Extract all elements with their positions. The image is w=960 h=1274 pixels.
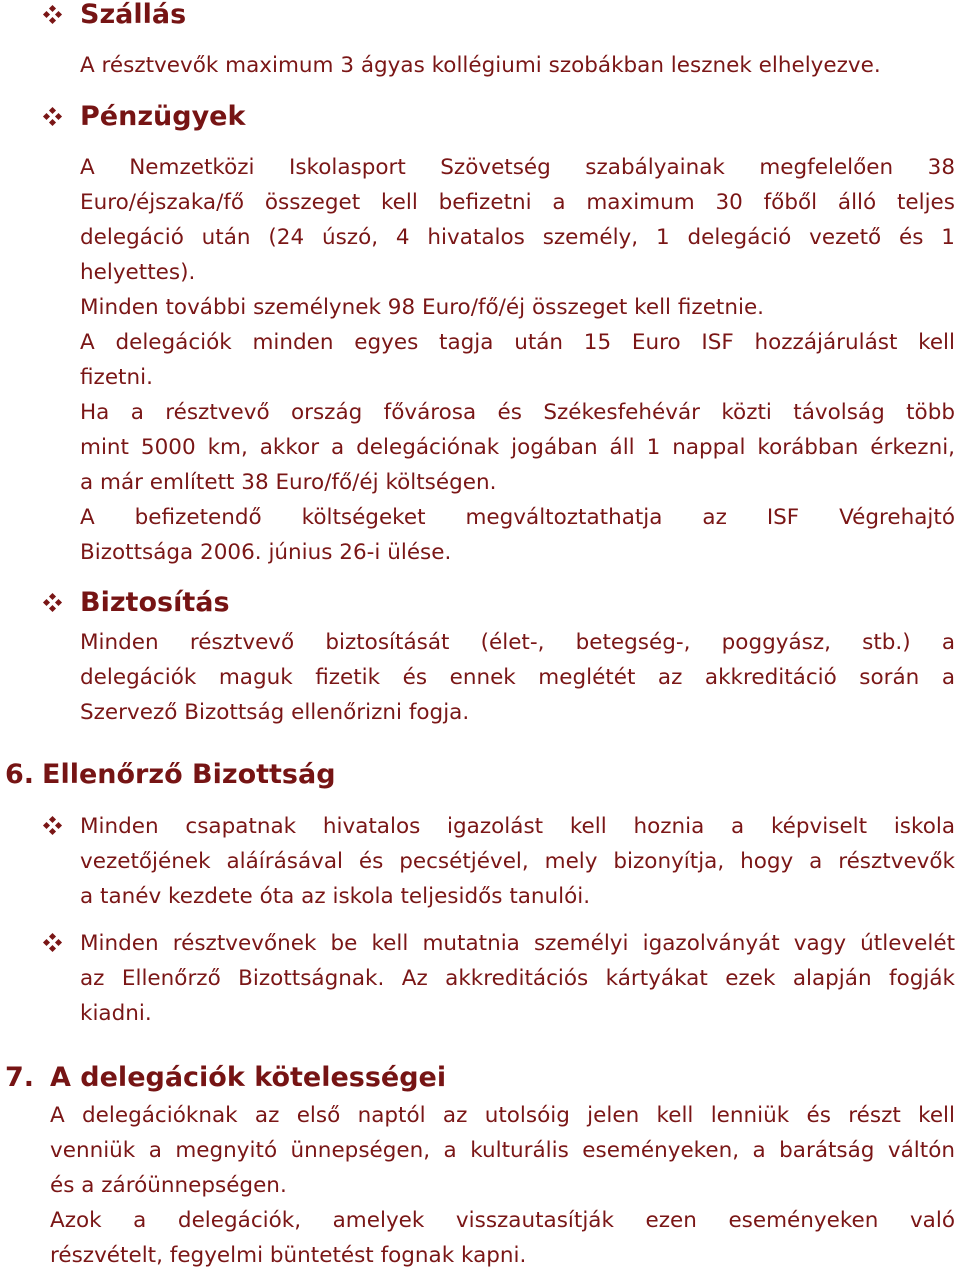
body-text-line: delegáció után (24 úszó, 4 hivatalos személy, 1 delegáció vezető és 1 xyxy=(80,225,955,250)
section-heading: Biztosítás xyxy=(80,587,230,618)
body-text-line: A delegációknak az első naptól az utolsóig jelen kell lenniük és részt kell xyxy=(50,1103,955,1128)
body-text-line: Minden résztvevő biztosítását (élet-, betegség-, poggyász, stb.) a xyxy=(80,630,955,655)
body-text-line: vezetőjének aláírásával és pecsétjével, mely bizonyítja, hogy a résztvevők xyxy=(80,849,955,874)
section-number: 7. xyxy=(5,1062,35,1093)
body-text-line: Euro/éjszaka/fő összeget kell befizetni a maximum 30 főből álló teljes xyxy=(80,190,955,215)
section-heading: Pénzügyek xyxy=(80,101,246,132)
diamond-bullet-icon xyxy=(44,6,62,24)
body-text-line: Ha a résztvevő ország fővárosa és Székesfehévár közti távolság több xyxy=(80,400,955,425)
body-text-line: A Nemzetközi Iskolasport Szövetség szabályainak megfelelően 38 xyxy=(80,155,955,180)
body-text-line: A befizetendő költségeket megváltoztathatja az ISF Végrehajtó xyxy=(80,505,955,530)
body-text-line: és a záróünnepségen. xyxy=(50,1173,287,1198)
body-text-line: venniük a megnyitó ünnepségen, a kulturális eseményeken, a barátság váltón xyxy=(50,1138,955,1163)
body-text-line: az Ellenőrző Bizottságnak. Az akkreditációs kártyákat ezek alapján fogják xyxy=(80,966,955,991)
body-text-line: mint 5000 km, akkor a delegációnak jogában áll 1 nappal korábban érkezni, xyxy=(80,435,955,460)
body-text-line: részvételt, fegyelmi büntetést fognak kapni. xyxy=(50,1243,527,1268)
body-text-line: fizetni. xyxy=(80,365,153,390)
body-text-line: Minden résztvevőnek be kell mutatnia személyi igazolványát vagy útlevelét xyxy=(80,931,955,956)
section-heading: A delegációk kötelességei xyxy=(50,1062,447,1093)
body-text-line: Bizottsága 2006. június 26-i ülése. xyxy=(80,540,452,565)
body-text-line: helyettes). xyxy=(80,260,196,285)
body-text-line: A résztvevők maximum 3 ágyas kollégiumi szobákban lesznek elhelyezve. xyxy=(80,53,881,78)
body-text-line: a már említett 38 Euro/fő/éj költségen. xyxy=(80,470,497,495)
diamond-bullet-icon xyxy=(44,934,62,952)
body-text-line: Minden csapatnak hivatalos igazolást kell hoznia a képviselt iskola xyxy=(80,814,955,839)
body-text-line: Azok a delegációk, amelyek visszautasítják ezen eseményeken való xyxy=(50,1208,955,1233)
body-text-line: delegációk maguk fizetik és ennek meglétét az akkreditáció során a xyxy=(80,665,955,690)
body-text-line: a tanév kezdete óta az iskola teljesidős tanulói. xyxy=(80,884,591,909)
section-heading: Szállás xyxy=(80,0,187,30)
diamond-bullet-icon xyxy=(44,817,62,835)
body-text-line: Minden további személynek 98 Euro/fő/éj összeget kell fizetnie. xyxy=(80,295,765,320)
diamond-bullet-icon xyxy=(44,594,62,612)
diamond-bullet-icon xyxy=(44,108,62,126)
body-text-line: A delegációk minden egyes tagja után 15 Euro ISF hozzájárulást kell xyxy=(80,330,955,355)
section-number: 6. xyxy=(5,759,35,790)
body-text-line: Szervező Bizottság ellenőrizni fogja. xyxy=(80,700,470,725)
section-heading: Ellenőrző Bizottság xyxy=(42,759,336,790)
body-text-line: kiadni. xyxy=(80,1001,152,1026)
